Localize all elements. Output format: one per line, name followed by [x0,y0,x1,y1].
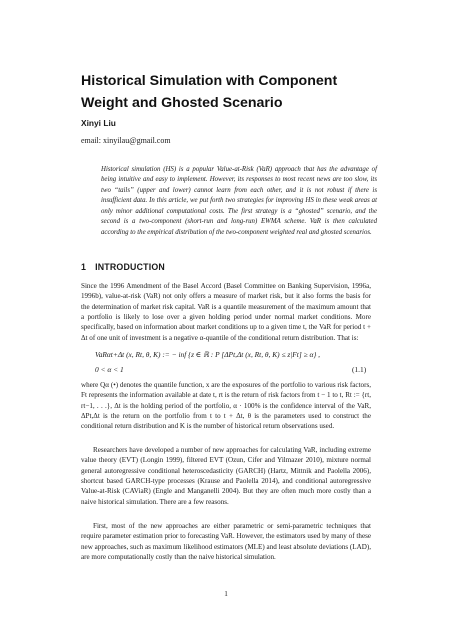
abstract: Historical simulation (HS) is a popular Value-at-Risk (VaR) approach that has the advantage of being intuitive and easy to implement. However, its responses to most recent news are too slow, its two “tails” (upper and lower) cannot learn from each other, and it is not robust if there is insufficient data. In this article, we put forth two strategies for improving HS in these weak areas at only minor additional computational costs. The first strategy is a “ghosted” scenario, and the second is a two-component (short-run and long-run) EWMA scheme. VaR is then calculated according to the empirical distribution of the two-component weighted real and ghosted scenarios. [101,166,377,236]
section-title: INTRODUCTION [95,262,165,272]
paragraph-4: First, most of the new approaches are either parametric or semi-parametric techniques that require parameter estimation prior to forecasting VaR. However, the estimators used by many of these new approaches, such as maximum likelihood estimators (MLE) and least absolute deviations (LAD), are more computationally costly than the naive historical simulation. [81,522,371,562]
paper-title: Historical Simulation with Component Weight and Ghosted Scenario [81,73,338,111]
equation-line-2: 0 < α < 1 [95,365,124,374]
author-email: email: xinyilau@gmail.com [81,136,171,145]
equation-line-1: VaRαt+Δt (x, Rt, θ, K) := − inf {z ∈ ℝ : P [ΔPt,Δt (x, Rt, θ, K) ≤ z|Ft] ≥ α} , [95,350,321,359]
section-number: 1 [81,262,87,272]
section-heading [81,262,165,272]
paragraph-3: Researchers have developed a number of new approaches for calculating VaR, including extreme value theory (EVT) (Longin 1999), filtered EVT (Ozun, Cifer and Yilmazer 2010), mixture normal general autoregressive conditional heteroscedasticity (GARCH) (Hartz, Mittnik and Paolella 2006), shortcut based GARCH-type processes (Krause and Paolella 2014), and conditional autoregressive Value-at-Risk (CAViaR) (Engle and Manganelli 2004). But they are often much more costly than a naive historical simulation. There are a few reasons. [81,446,371,506]
equation-number: (1.1) [352,365,367,374]
paragraph-1: Since the 1996 Amendment of the Basel Accord (Basel Committee on Banking Supervision, 1996a, 1996b), value-at-risk (VaR) not only offers a measure of market risk, but it also forms the basis for the determination of market risk capital. VaR is a quantile measurement of the maximum amount that a portfolio is likely to lose over a given holding period under normal market conditions. More specifically, based on information about market conditions up to a given time t, the VaR for period t + Δt of one unit of investment is a negative α-quantile of the conditional return distribution. That is: [81,282,371,342]
author-name: Xinyi Liu [81,118,116,128]
page-number: 1 [224,590,228,598]
paragraph-2: where Qα (•) denotes the quantile function, x are the exposures of the portfolio to various risk factors, Ft represents the information available at date t, rt is the return of risk factors from t − 1 to t, Rt := {rt, rt−1, . . .}, Δt is the holding period of the portfolio, α · 100% is the confidence interval of the VaR, ΔPt,Δt is the return on the portfolio from t to t + Δt, θ is the parameters used to construct the conditional return distribution and K is the number of historical return observations used. [81,381,371,431]
